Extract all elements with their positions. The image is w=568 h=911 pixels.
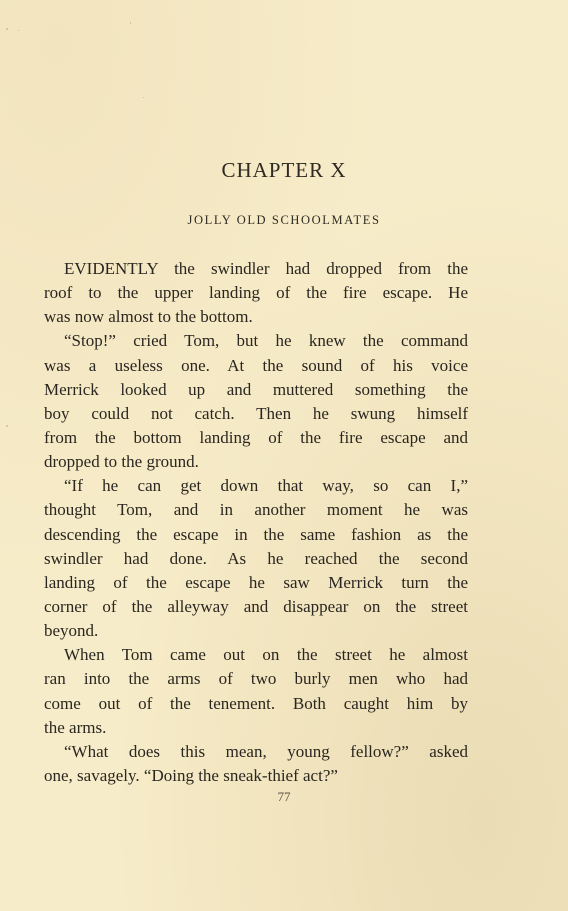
text-line: “If he can get down that way, so can I,” [64,476,468,496]
text-line: corner of the alleyway and disappear on the street [44,596,468,616]
body-text [44,257,468,788]
text-line: “Stop!” cried Tom, but he knew the command [64,331,468,351]
text-line: EVIDENTLY the swindler had dropped from the [64,259,468,278]
page-number: 77 [277,789,291,804]
text-line: Merrick looked up and muttered something the [44,379,468,399]
paper-speck [18,30,19,31]
text-line: was now almost to the bottom. [44,307,253,327]
text-line: landing of the escape he saw Merrick turn the [44,572,468,592]
text-line: the arms. [44,717,107,737]
paper-speck [143,97,144,98]
text-line: dropped to the ground. [44,452,199,472]
text-line: from the bottom landing of the fire escape and [44,427,468,447]
text-line: thought Tom, and in another moment he was [44,500,468,520]
paper-speck [130,22,131,24]
text-line: swindler had done. As he reached the second [44,548,468,568]
text-line: one, savagely. “Doing the sneak-thief act?” [44,765,338,785]
text-line: “What does this mean, young fellow?” asked [64,741,468,761]
text-line: roof to the upper landing of the fire escape. He [44,283,468,303]
text-line: ran into the arms of two burly men who had [44,669,468,689]
chapter-heading: CHAPTER X [221,158,347,182]
paper-speck [6,425,8,427]
text-line: descending the escape in the same fashion as the [44,524,468,544]
paper-speck [6,28,8,30]
text-line: come out of the tenement. Both caught him by [44,693,468,713]
text-line: beyond. [44,621,99,641]
chapter-subtitle: JOLLY OLD SCHOOLMATES [187,213,381,227]
text-line: boy could not catch. Then he swung himself [44,403,468,423]
text-line: When Tom came out on the street he almost [64,645,468,665]
text-line: was a useless one. At the sound of his voice [44,355,468,375]
